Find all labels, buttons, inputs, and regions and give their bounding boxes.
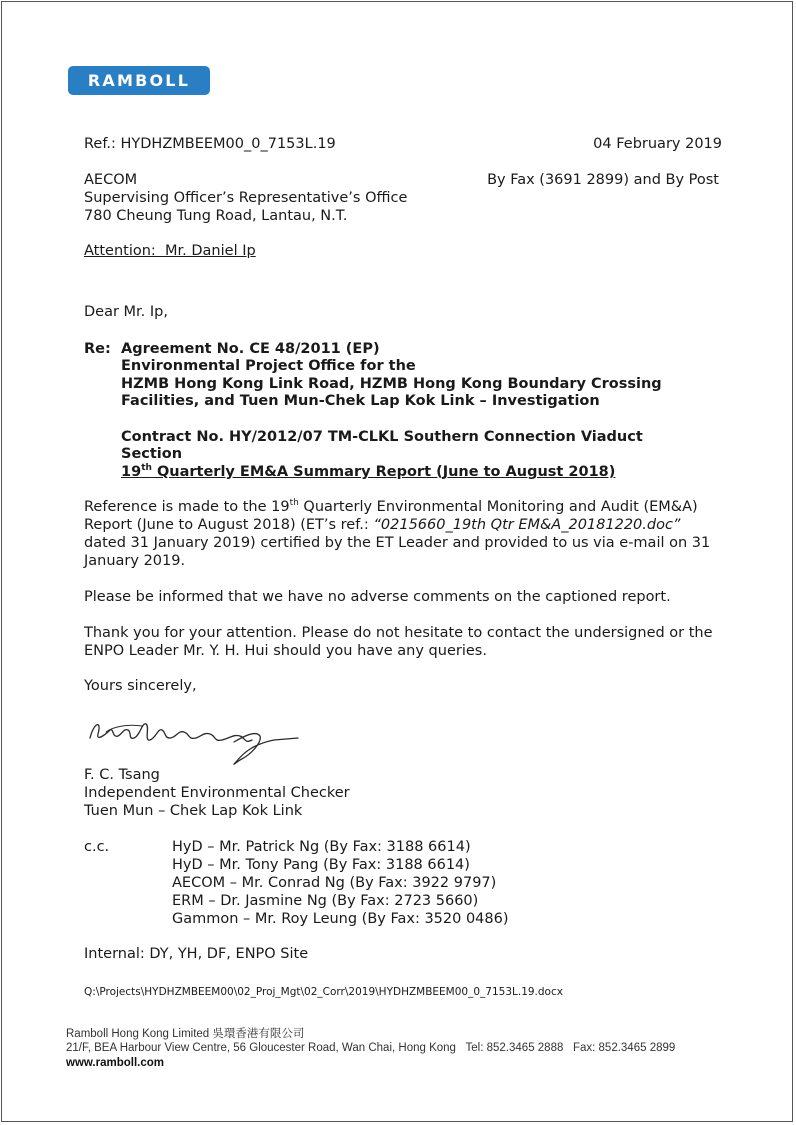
p1-part-b: Quarterly Environmental Monitoring and Audit (EM&A) Report (June to August 2018) (ET’s ref.: bbox=[84, 499, 698, 533]
subject-line-2: Environmental Project Office for the bbox=[121, 358, 416, 374]
recipient-company: AECOM bbox=[84, 172, 138, 188]
subject-prefix: Re: bbox=[84, 341, 111, 357]
cc-recipient: HyD – Mr. Tony Pang (By Fax: 3188 6614) bbox=[172, 857, 470, 873]
p1-part-c: dated 31 January 2019) certified by the ET Leader and provided to us via e-mail on 31 January 2019. bbox=[84, 535, 711, 569]
p1-sup: th bbox=[289, 498, 299, 509]
footer-address: 21/F, BEA Harbour View Centre, 56 Gloucester Road, Wan Chai, Hong Kong bbox=[66, 1042, 456, 1054]
footer-website: www.ramboll.com bbox=[66, 1057, 164, 1069]
reference-number: Ref.: HYDHZMBEEM00_0_7153L.19 bbox=[84, 136, 336, 152]
contract-line-2: Section bbox=[121, 446, 183, 462]
p1-part-a: Reference is made to the 19 bbox=[84, 499, 290, 515]
cc-label: c.c. bbox=[84, 839, 110, 855]
signatory-project: Tuen Mun – Chek Lap Kok Link bbox=[84, 803, 303, 819]
delivery-method: By Fax (3691 2899) and By Post bbox=[487, 172, 719, 188]
report-title-rest: Quarterly EM&A Summary Report (June to August 2018) bbox=[151, 464, 616, 480]
report-title bbox=[121, 463, 615, 481]
report-number-suffix: th bbox=[141, 463, 152, 474]
body-paragraph-1 bbox=[84, 498, 724, 570]
footer-fax: Fax: 852.3465 2899 bbox=[572, 1042, 676, 1054]
handwritten-signature bbox=[84, 708, 304, 772]
cc-recipient: Gammon – Mr. Roy Leung (By Fax: 3520 0486) bbox=[172, 911, 509, 927]
ramboll-logo bbox=[68, 66, 210, 95]
cc-recipient: ERM – Dr. Jasmine Ng (By Fax: 2723 5660) bbox=[172, 893, 479, 909]
footer-company: Ramboll Hong Kong Limited 吳環香港有限公司 bbox=[66, 1028, 305, 1040]
file-path: Q:\Projects\HYDHZMBEEM00\02_Proj_Mgt\02_Corr\2019\HYDHZMBEEM00_0_7153L.19.docx bbox=[84, 986, 563, 998]
attention-line: Attention: Mr. Daniel Ip bbox=[84, 243, 256, 259]
recipient-address: 780 Cheung Tung Road, Lantau, N.T. bbox=[84, 208, 348, 224]
subject-line-3: HZMB Hong Kong Link Road, HZMB Hong Kong Boundary Crossing bbox=[121, 376, 662, 392]
closing: Yours sincerely, bbox=[84, 678, 197, 694]
footer-tel: Tel: 852.3465 2888 bbox=[465, 1042, 564, 1054]
salutation: Dear Mr. Ip, bbox=[84, 304, 168, 320]
body-paragraph-2: Please be informed that we have no adverse comments on the captioned report. bbox=[84, 589, 671, 605]
letter-date: 04 February 2019 bbox=[593, 136, 722, 152]
subject-agreement: Agreement No. CE 48/2011 (EP) bbox=[121, 341, 380, 357]
cc-recipient: HyD – Mr. Patrick Ng (By Fax: 3188 6614) bbox=[172, 839, 471, 855]
logo-text: RAMBOLL bbox=[87, 71, 191, 90]
body-paragraph-3: Thank you for your attention. Please do not hesitate to contact the undersigned or the ENPO Leader Mr. Y. H. Hui should you have any queries. bbox=[84, 625, 713, 659]
cc-recipient: AECOM – Mr. Conrad Ng (By Fax: 3922 9797) bbox=[172, 875, 497, 891]
recipient-office: Supervising Officer’s Representative’s Office bbox=[84, 190, 408, 206]
internal-distribution: Internal: DY, YH, DF, ENPO Site bbox=[84, 946, 309, 962]
report-number: 19 bbox=[121, 464, 142, 480]
subject-line-4: Facilities, and Tuen Mun-Chek Lap Kok Link – Investigation bbox=[121, 393, 600, 409]
p1-ref-filename: “0215660_19th Qtr EM&A_20181220.doc” bbox=[373, 517, 681, 533]
signatory-title: Independent Environmental Checker bbox=[84, 785, 350, 801]
contract-line-1: Contract No. HY/2012/07 TM-CLKL Southern Connection Viaduct bbox=[121, 429, 643, 445]
footer-address-line bbox=[66, 1042, 675, 1054]
signatory-name: F. C. Tsang bbox=[84, 767, 160, 783]
